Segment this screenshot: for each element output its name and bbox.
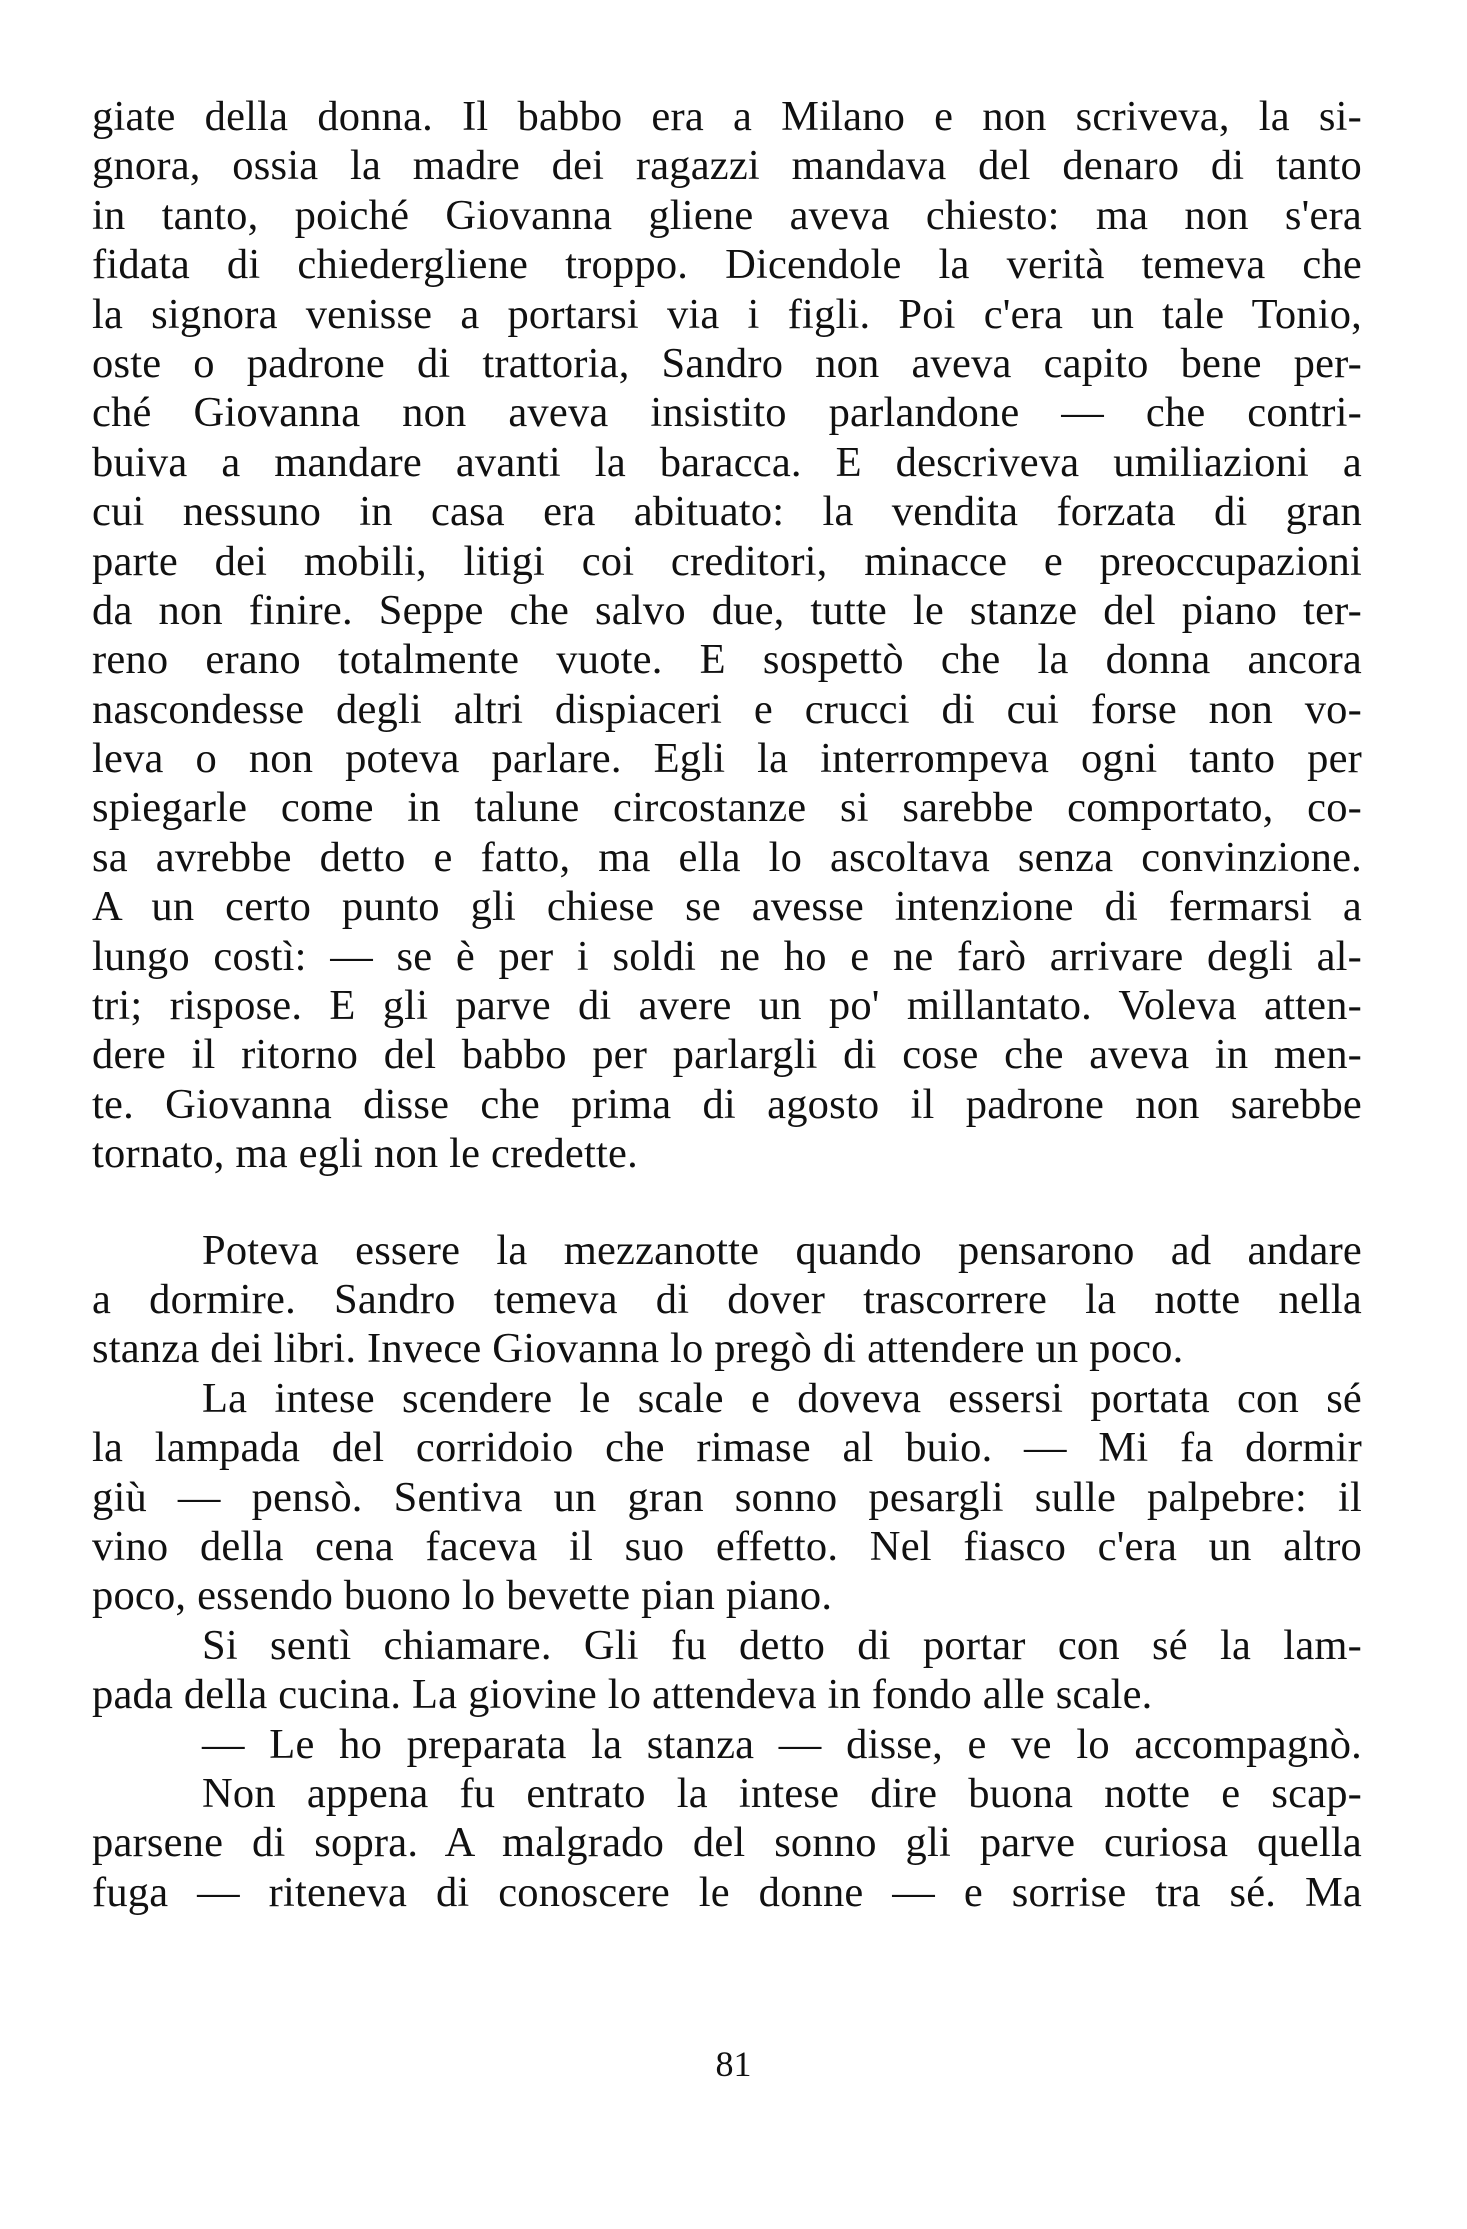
text-line: spiegarle come in talune circostanze si sarebbe comportato, co-: [92, 784, 1362, 832]
text-line: giù — pensò. Sentiva un gran sonno pesargli sulle palpebre: il: [92, 1473, 1362, 1521]
text-line: Si sentì chiamare. Gli fu detto di portar con sé la lam-: [202, 1621, 1362, 1669]
text-line: la lampada del corridoio che rimase al buio. — Mi fa dormir: [92, 1424, 1362, 1472]
text-line: nascondesse degli altri dispiaceri e crucci di cui forse non vo-: [92, 685, 1362, 733]
text-line: ché Giovanna non aveva insistito parlandone — che contri-: [92, 389, 1362, 437]
text-line: A un certo punto gli chiese se avesse intenzione di fermarsi a: [92, 883, 1362, 931]
text-line: La intese scendere le scale e doveva essersi portata con sé: [202, 1374, 1362, 1422]
text-line: dere il ritorno del babbo per parlargli di cose che aveva in men-: [92, 1031, 1362, 1079]
text-line: — Le ho preparata la stanza — disse, e ve lo accompagnò.: [202, 1720, 1362, 1768]
text-line: parsene di sopra. A malgrado del sonno gli parve curiosa quella: [92, 1819, 1362, 1867]
text-line: tri; rispose. E gli parve di avere un po' millantato. Voleva atten-: [92, 982, 1362, 1030]
paragraph-5: [92, 1720, 1362, 1769]
text-line: stanza dei libri. Invece Giovanna lo pregò di attendere un poco.: [92, 1325, 1184, 1373]
text-line: tornato, ma egli non le credette.: [92, 1130, 638, 1178]
text-line: poco, essendo buono lo bevette pian piano.: [92, 1572, 833, 1620]
text-line: da non finire. Seppe che salvo due, tutte le stanze del piano ter-: [92, 586, 1362, 634]
text-line: la signora venisse a portarsi via i figli. Poi c'era un tale Tonio,: [92, 290, 1362, 338]
paragraph-4: [92, 1621, 1362, 1720]
text-line: gnora, ossia la madre dei ragazzi mandava del denaro di tanto: [92, 142, 1362, 190]
book-page: [92, 92, 1362, 1917]
text-line: buiva a mandare avanti la baracca. E descriveva umiliazioni a: [92, 438, 1362, 486]
text-line: in tanto, poiché Giovanna gliene aveva chiesto: ma non s'era: [92, 191, 1362, 239]
paragraph-gap: [92, 1179, 1362, 1226]
text-line: pada della cucina. La giovine lo attendeva in fondo alle scale.: [92, 1671, 1153, 1719]
text-line: fuga — riteneva di conoscere le donne — e sorrise tra sé. Ma: [92, 1868, 1362, 1916]
text-line: Non appena fu entrato la intese dire buona notte e scap-: [202, 1769, 1362, 1817]
paragraph-3: [92, 1374, 1362, 1621]
text-line: parte dei mobili, litigi coi creditori, minacce e preoccupazioni: [92, 537, 1362, 585]
paragraph-2: [92, 1226, 1362, 1374]
text-line: oste o padrone di trattoria, Sandro non aveva capito bene per-: [92, 339, 1362, 387]
text-line: fidata di chiedergliene troppo. Dicendole la verità temeva che: [92, 241, 1362, 289]
text-line: a dormire. Sandro temeva di dover trascorrere la notte nella: [92, 1275, 1362, 1323]
paragraph-1: [92, 92, 1362, 1179]
text-line: vino della cena faceva il suo effetto. Nel fiasco c'era un altro: [92, 1522, 1362, 1570]
text-line: cui nessuno in casa era abituato: la vendita forzata di gran: [92, 488, 1362, 536]
text-line: sa avrebbe detto e fatto, ma ella lo ascoltava senza convinzione.: [92, 833, 1362, 881]
text-line: giate della donna. Il babbo era a Milano e non scriveva, la si-: [92, 93, 1362, 140]
text-line: lungo costì: — se è per i soldi ne ho e ne farò arrivare degli al-: [92, 932, 1362, 980]
text-line: reno erano totalmente vuote. E sospettò che la donna ancora: [92, 636, 1362, 684]
text-line: te. Giovanna disse che prima di agosto il padrone non sarebbe: [92, 1080, 1362, 1128]
text-line: leva o non poteva parlare. Egli la interrompeva ogni tanto per: [92, 735, 1362, 783]
text-line: Poteva essere la mezzanotte quando pensarono ad andare: [202, 1226, 1362, 1274]
paragraph-6: [92, 1769, 1362, 1917]
page-number: 81: [715, 2044, 752, 2084]
